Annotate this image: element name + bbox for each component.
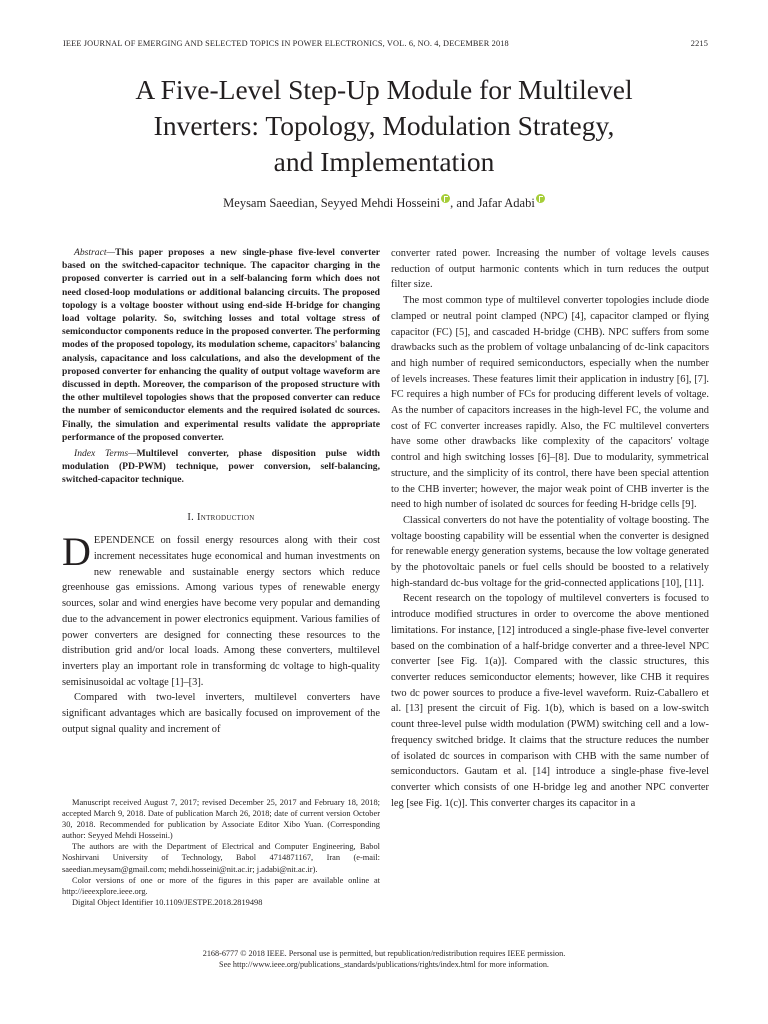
orcid-icon[interactable]: [441, 194, 450, 203]
abstract-text: This paper proposes a new single-phase five-level converter based on the switched-capacitor technique. The capacitor charging in the proposed converter is carried out in a self-balancing form which does not need closed-loop modulations or additional balancing circuits. The proposed topology is a voltage booster without using end-side H-bridge for changing load voltage polarity. So, switching losses and total voltage stress of semiconductor components reduce in the proposed converter. The performing modes of the proposed topology, its modulation scheme, capacitors' balancing analysis, capacitance and loss calculations, and also the development of the proposed converter for enhancing the quality of output voltage waveform are discussed in depth. Moreover, the comparison of the proposed structure with the other multilevel topologies shows that the proposed converter can reduce the number of semiconductor elements and the required isolated dc sources. Finally, the simulation and experimental results validate the appropriate performance of the proposed converter.: [62, 247, 380, 443]
copyright-line: 2168-6777 © 2018 IEEE. Personal use is permitted, but republication/redistribution requires IEEE permission.: [202, 949, 566, 958]
section-heading-introduction: [62, 510, 380, 526]
footnote-color-versions: Color versions of one or more of the figures in this paper are available online at http://ieeexplore.ieee.org.: [62, 875, 380, 896]
body-paragraph: converter rated power. Increasing the number of voltage levels causes reduction of output harmonic contents which in turn reduces the output filter size.: [391, 248, 709, 291]
left-column: [62, 246, 380, 738]
page-number: 2215: [690, 39, 708, 48]
running-head: [63, 39, 708, 48]
orcid-icon[interactable]: [536, 194, 545, 203]
intro-paragraph-1-text: EPENDENCE on fossil energy resources along with their cost increment necessitates huge economical and human investments on new renewable and sustainable energy sectors which reduce greenhouse gas emissions. Among various types of renewable energy sources, solar and wind energies have become very popular and demanding due to the advancement in power electronics equipment. Various families of power converters are designed for connecting these resources to the distribution grid and/or local loads. Among these converters, multilevel inverters play an important role in transforming dc voltage to high-quality semisinusoidal ac voltage [1]–[3].: [62, 535, 380, 688]
journal-name: IEEE JOURNAL OF EMERGING AND SELECTED TOPICS IN POWER ELECTRONICS, VOL. 6, NO. 4, DECEMBER 2018: [63, 39, 509, 48]
abstract: [62, 246, 380, 444]
footnotes: [62, 797, 380, 908]
body-paragraph: Recent research on the topology of multilevel converters is focused to introduce modified structures in order to overcome the above mentioned limitations. For instance, [12] introduced a single-phase five-level converter based on the combination of a half-bridge converter and a three-level NPC converter [see Fig. 1(a)]. Compared with the classic structures, this converter reduces semiconductor elements; however, like CHB it requires two dc power sources to produce a five-level waveform. Ruiz-Caballero et al. [13] present the circuit of Fig. 1(b), which is based on a low-switch count three-level pulse width modulation (PWM) switching cell and a low-frequency switched bridge. It claims that the structure reduces the number of isolated dc sources in comparison with CHB with the same number of semiconductors. Gautam et al. [14] introduce a single-phase five-level converter which consists of one H-bridge leg and another NPC converter leg [see Fig. 1(c)]. This converter charges its capacitor in a: [391, 593, 709, 809]
right-column: [391, 246, 709, 811]
paper-title: [40, 72, 728, 180]
index-terms: [62, 447, 380, 487]
index-terms-label: Index Terms—: [74, 448, 137, 460]
copyright-footer: [40, 948, 728, 970]
footnote-manuscript: Manuscript received August 7, 2017; revised December 25, 2017 and February 18, 2018; accepted March 9, 2018. Date of publication March 26, 2018; date of current version October 30, 2018. Recommended for publication by Associate Editor Xibo Yuan. (Corresponding author: Seyyed Mehdi Hosseini.): [62, 798, 380, 841]
rights-link-line[interactable]: See http://www.ieee.org/publications_standards/publications/rights/index.html for more information.: [219, 960, 549, 969]
index-terms-text: Multilevel converter, phase disposition pulse width modulation (PD-PWM) technique, power conversion, self-balancing, switched-capacitor technique.: [62, 448, 380, 486]
author-list: [40, 194, 728, 211]
title-line-1: A Five-Level Step-Up Module for Multilevel: [135, 74, 633, 105]
section-number: I.: [187, 511, 195, 523]
drop-cap: D: [62, 529, 91, 575]
authors-part-2: , and Jafar Adabi: [450, 196, 535, 210]
footnote-doi: Digital Object Identifier 10.1109/JESTPE.2018.2819498: [72, 897, 263, 907]
footnote-affiliation: The authors are with the Department of Electrical and Computer Engineering, Babol Noshirvani University of Technology, Babol 4714871167, Iran (e-mail: saeedian.meysam@gmail.com; mehdi.hosseini@nit.ac.ir; j.adabi@nit.ac.ir).: [62, 842, 380, 874]
authors-part-1: Meysam Saeedian, Seyyed Mehdi Hosseini: [223, 196, 441, 210]
body-paragraph: The most common type of multilevel converter topologies include diode clamped or neutral point clamped (NPC) [4], capacitor clamped or flying capacitor (FC) [5], and cascaded H-bridge (CHB). NPC suffers from some drawbacks such as the problem of voltage unbalancing of dc-link capacitors and high number of required semiconductors, especially when the number of levels increases. These features limit their application in industry [6], [7]. FC requires a high number of FCs for producing different levels of voltage. As the number of capacitors increases in the high-level FC, the volume and cost of FC converter increases rapidly. Also, the FC multilevel converters have some other drawbacks like complexity of the capacitors' voltage control and high switching losses [6]–[8]. Due to modularity, symmetrical structure, and the simplicity of its control, there have been special attention to the CHB inverter; however, the major weak point of CHB inverter is the need to high number of isolated dc sources for feeding H-bridge cells [9].: [391, 295, 709, 511]
section-title: Introduction: [196, 511, 255, 523]
title-line-3: and Implementation: [273, 146, 495, 177]
intro-paragraph-2: Compared with two-level inverters, multilevel converters have significant advantages which are basically focused on improvement of the output signal quality and increment of: [62, 692, 380, 735]
title-line-2: Inverters: Topology, Modulation Strategy,: [153, 110, 615, 141]
intro-paragraph-1: [62, 529, 380, 690]
body-paragraph: Classical converters do not have the potentiality of voltage boosting. The voltage boosting capability will be essential when the converter is designed for renewable energy generation systems, because the low voltage generated by the photovoltaic panels or fuel cells should be boosted to a relatively high-standard dc-bus voltage for the grid-connected applications [10], [11].: [391, 514, 709, 589]
abstract-label: Abstract—: [74, 247, 116, 258]
